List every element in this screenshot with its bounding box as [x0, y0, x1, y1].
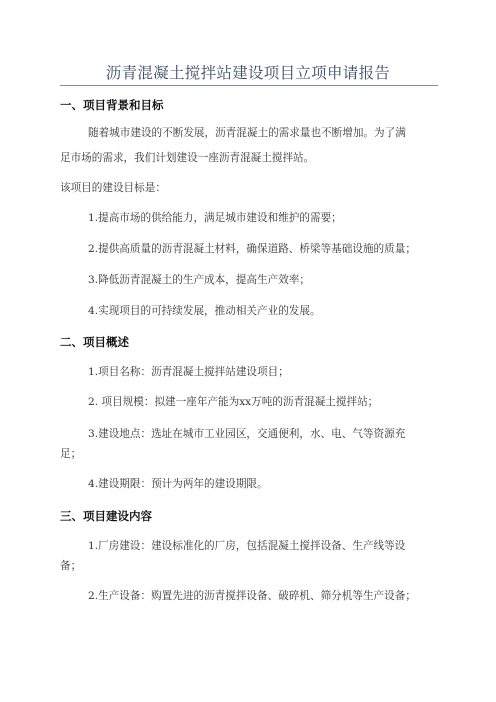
list-item: 1.项目名称：沥青混凝土搅拌站建设项目； — [88, 366, 289, 378]
list-item-continuation: 足； — [60, 448, 82, 460]
section-heading-background: 一、项目背景和目标 — [60, 98, 164, 112]
list-item: 1.厂房建设：建设标准化的厂房，包括混凝土搅拌设备、生产线等设 — [88, 540, 406, 552]
document-title: 沥青混凝土搅拌站建设项目立项申请报告 — [105, 64, 391, 82]
list-item: 2.生产设备：购置先进的沥青搅拌设备、破碎机、筛分机等生产设备； — [88, 590, 416, 602]
section-heading-overview: 二、项目概述 — [60, 335, 129, 349]
paragraph-line: 足市场的需求，我们计划建设一座沥青混凝土搅拌站。 — [60, 152, 315, 164]
list-item: 1.提高市场的供给能力，满足城市建设和维护的需要； — [88, 212, 342, 224]
list-item: 3.降低沥青混凝土的生产成本，提高生产效率； — [88, 274, 310, 286]
list-item: 2. 项目规模：拟建一座年产能为xx万吨的沥青混凝土搅拌站； — [88, 396, 379, 408]
list-item-continuation: 备； — [60, 560, 82, 572]
list-item: 4.实现项目的可持续发展，推动相关产业的发展。 — [88, 305, 321, 317]
title-underline — [60, 85, 438, 86]
paragraph-line: 随着城市建设的不断发展，沥青混凝土的需求量也不断增加。为了满 — [88, 127, 406, 139]
paragraph-line: 该项目的建设目标是： — [60, 182, 166, 194]
list-item: 3.建设地点：选址在城市工业园区，交通便利，水、电、气等资源充 — [88, 428, 406, 440]
list-item: 2.提供高质量的沥青混凝土材料，确保道路、桥梁等基础设施的质量； — [88, 243, 416, 255]
section-heading-content: 三、项目建设内容 — [60, 509, 152, 523]
list-item: 4.建设期限：预计为两年的建设期限。 — [88, 478, 268, 490]
